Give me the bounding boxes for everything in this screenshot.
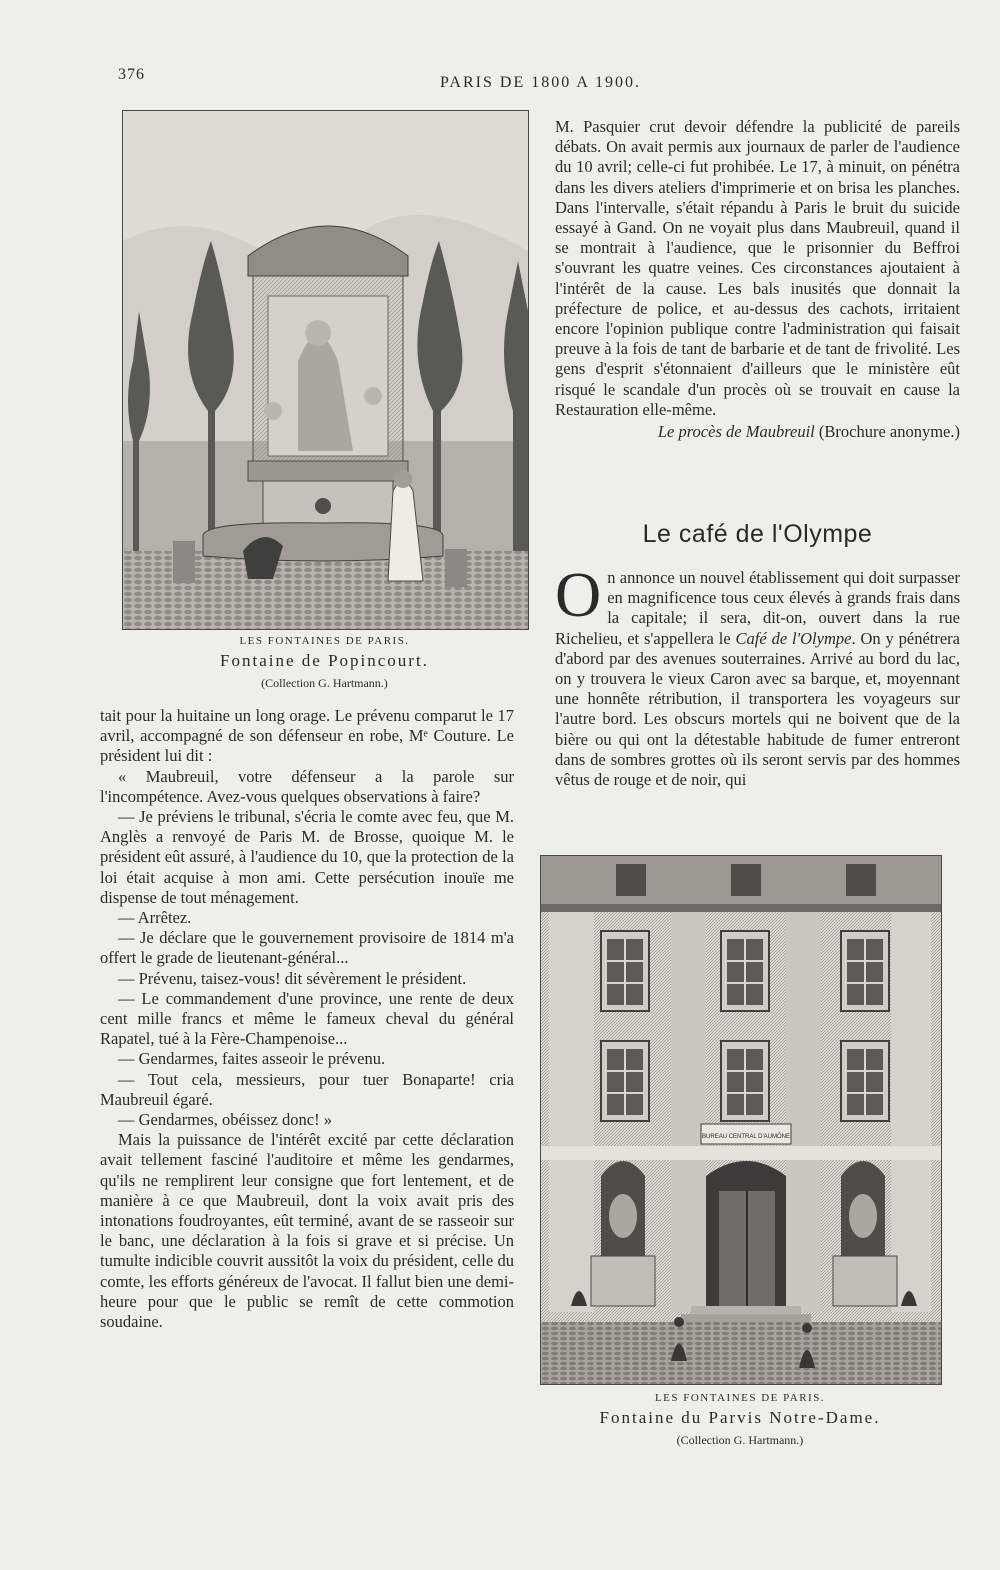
fountain-parvis-notre-dame-illustration <box>540 855 942 1385</box>
figure-1-title: Fontaine de Popincourt. <box>220 651 429 671</box>
paragraph: — Je déclare que le gouvernement provisoire de 1814 m'a offert le grade de lieutenant-général... <box>100 928 514 968</box>
paragraph: — Gendarmes, obéissez donc! » <box>118 1110 332 1130</box>
figure-2-credit: (Collection G. Hartmann.) <box>676 1432 804 1447</box>
paragraph: — Tout cela, messieurs, pour tuer Bonaparte! cria Maubreuil égaré. <box>100 1069 514 1109</box>
paragraph: M. Pasquier crut devoir défendre la publicité de pareils débats. On avait permis aux journaux de parler de l'audience du 10 avril; celle-ci fut prohibée. Le 17, à minuit, on pénétra dans les divers ateliers d'imprimerie et on brisa les planches. Dans l'intervalle, s'était répandu à Paris le bruit du suicide essayé à Gand. On ne voyait plus dans Maubreuil, quand il se montrait à l'audience, que le prisonnier du Beffroi s'ouvrant les quatre veines. Ces circonstances ajoutaient à l'intérêt de la cause. Les bals inusités que donnait la préfecture de police, et au-dessus des cachots, irritaient encore l'opinion publique contre l'administration qui faisait preuve à la fois de tant de barbarie et de tant de frivolité. Les gens d'esprit s'étonnaient d'ailleurs que le ministère eût risqué le scandale d'un procès où se trouvait en cause la Restauration elle-même. <box>555 117 960 419</box>
right-column-text <box>555 117 960 442</box>
olympe-text <box>555 559 960 790</box>
fountain-popincourt-illustration <box>122 110 529 630</box>
figure-1-caption <box>122 635 527 690</box>
paragraph: — Arrêtez. <box>118 908 192 928</box>
source-citation <box>555 422 960 442</box>
figure-2-series: LES FONTAINES DE PARIS. <box>654 1392 826 1404</box>
drop-cap: O <box>555 559 602 630</box>
bureau-sign: BUREAU CENTRAL D'AUMÔNE <box>702 1134 790 1140</box>
paragraph: — Prévenu, taisez-vous! dit sévèrement le président. <box>118 968 467 988</box>
olympe-text-start: n annonce un nouvel établissement qui doit surpasser en magnificence tous ceux élevés à grands frais dans la capitale; il sera, dit-on, ouvert dans la rue Richelieu, et s'appellera le <box>555 568 960 648</box>
page-number: 376 <box>118 66 145 83</box>
section-heading: Le café de l'Olympe <box>642 520 873 548</box>
paragraph: « Maubreuil, votre défenseur a la parole sur l'incompétence. Avez-vous quelques observations à faire? <box>100 766 514 806</box>
figure-1-credit: (Collection G. Hartmann.) <box>261 675 388 690</box>
left-column-text <box>100 706 514 1332</box>
source-title: Le procès de Maubreuil <box>657 422 815 442</box>
figure-2-title: Fontaine du Parvis Notre-Dame. <box>599 1408 881 1428</box>
paragraph: Mais la puissance de l'intérêt excité par cette déclaration avait tellement fasciné l'auditoire et même les gendarmes, qu'ils ne remplirent leur consigne que fort lentement, et de manière à ce que Maubreuil, dont la voix avait pris des intonations foudroyantes, eût terminé, avant de se rasseoir sur le banc, une déclaration à la fois si grave et si précise. Un tumulte indicible couvrit aussitôt la voix du président, celle du comte, les efforts généreux de l'avocat. Il fallut bien une demi-heure pour que le public se remît de cette commotion soudaine. <box>100 1130 514 1332</box>
paragraph: — Le commandement d'une province, une rente de deux cent mille francs et même le fameux cheval du général Rapatel, tué à la Fère-Champenoise... <box>100 988 514 1049</box>
figure-2-caption <box>540 1392 940 1447</box>
olympe-text-end: . On y pénétrera d'abord par des avenues souterraines. Arrivé au bord du lac, on y trouvera le vieux Caron avec sa barque, et, moyennant une honnête rétribution, il transportera les voyageurs sur l'autre bord. Les obscurs mortels qui ne boivent que de la bière ou qui ont la détestable habitude de fumer entreront dans de sombres grottes où ils seront servis par des hommes vêtus de rouge et de noir, qui <box>555 628 960 790</box>
source-note: (Brochure anonyme.) <box>814 422 960 442</box>
running-title: PARIS DE 1800 A 1900. <box>440 74 641 91</box>
paragraph: — Je préviens le tribunal, s'écria le comte avec feu, que M. Anglès a renvoyé de Paris M. de Brosse, quoique M. le président eût assuré, à l'audience du 10, que la protection de la loi était acquise à mon ami. Cette persécution inouïe me dispense de tout ménagement. <box>100 807 514 907</box>
olympe-text-italic: Café de l'Olympe <box>735 628 852 648</box>
paragraph: tait pour la huitaine un long orage. Le prévenu comparut le 17 avril, accompagné de son défenseur en robe, Mᵉ Couture. Le président lui dit : <box>100 706 514 766</box>
paragraph: — Gendarmes, faites asseoir le prévenu. <box>118 1049 386 1069</box>
figure-1-series: LES FONTAINES DE PARIS. <box>239 635 410 647</box>
olympe-paragraph <box>555 559 960 790</box>
